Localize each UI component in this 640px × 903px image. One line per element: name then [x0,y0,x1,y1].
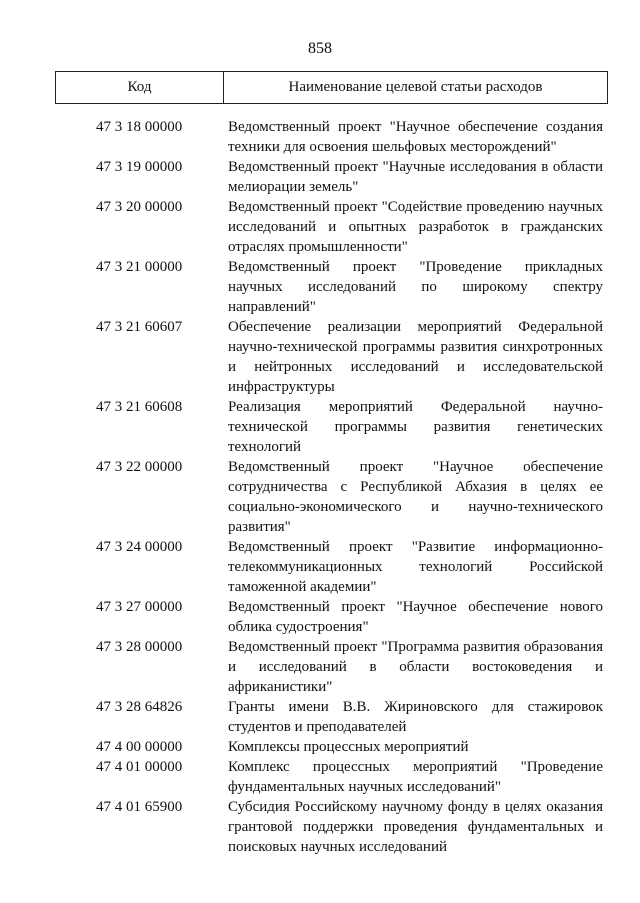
row-code: 47 3 27 00000 [96,599,183,615]
row-code: 47 4 01 00000 [96,759,183,775]
table-row [0,797,640,857]
page-number: 858 [308,40,332,57]
row-code: 47 3 20 00000 [96,199,183,215]
table-row [0,157,640,197]
row-name: Ведомственный проект "Научное обеспечение нового облика судостроения" [228,599,603,635]
table-row [0,457,640,537]
row-name: Гранты имени В.В. Жириновского для стажировок студентов и преподавателей [228,699,603,735]
row-name: Ведомственный проект "Развитие информационно-телекоммуникационных технологий Российской таможенной академии" [228,539,603,595]
row-code: 47 4 00 00000 [96,739,183,755]
row-code: 47 3 19 00000 [96,159,183,175]
row-name: Ведомственный проект "Научное обеспечение сотрудничества с Республикой Абхазия в целях ее социально-экономического и научно-технического развития" [228,459,603,535]
row-name: Ведомственный проект "Научные исследования в области мелиорации земель" [228,159,603,195]
row-code: 47 3 21 00000 [96,259,183,275]
row-code: 47 3 21 60607 [96,319,183,335]
table-row [0,597,640,637]
row-code: 47 3 28 00000 [96,639,183,655]
table-row [0,757,640,797]
row-name: Ведомственный проект "Проведение прикладных научных исследований по широкому спектру направлений" [228,259,603,315]
row-name: Комплекс процессных мероприятий "Проведение фундаментальных научных исследований" [228,759,603,795]
table-body [0,117,640,857]
table-row [0,637,640,697]
row-name: Комплексы процессных мероприятий [228,739,469,755]
header-name: Наименование целевой статьи расходов [288,79,543,95]
row-code: 47 4 01 65900 [96,799,183,815]
row-code: 47 3 21 60608 [96,399,183,415]
table-row [0,537,640,597]
row-name: Ведомственный проект "Содействие проведению научных исследований и опытных разработок в гражданских отраслях промышленности" [228,199,603,255]
header-code: Код [56,72,224,103]
table-row [0,117,640,157]
row-code: 47 3 28 64826 [96,699,183,715]
table-row [0,257,640,317]
row-name: Ведомственный проект "Научное обеспечение создания техники для освоения шельфовых месторождений" [228,119,603,155]
row-name: Ведомственный проект "Программа развития образования и исследований в области востоковедения и африканистики" [228,639,603,695]
row-code: 47 3 24 00000 [96,539,183,555]
row-code: 47 3 22 00000 [96,459,183,475]
row-name: Субсидия Российскому научному фонду в целях оказания грантовой поддержки проведения фундаментальных и поисковых научных исследований [228,799,603,855]
row-name: Обеспечение реализации мероприятий Федеральной научно-технической программы развития синхротронных и нейтронных исследований и исследовательской инфраструктуры [228,319,603,395]
row-name: Реализация мероприятий Федеральной научно-технической программы развития генетических технологий [228,399,603,455]
table-row [0,397,640,457]
table-row [0,197,640,257]
table-header [55,71,608,104]
table-row [0,737,640,757]
table-row [0,697,640,737]
table-row [0,317,640,397]
row-code: 47 3 18 00000 [96,119,183,135]
